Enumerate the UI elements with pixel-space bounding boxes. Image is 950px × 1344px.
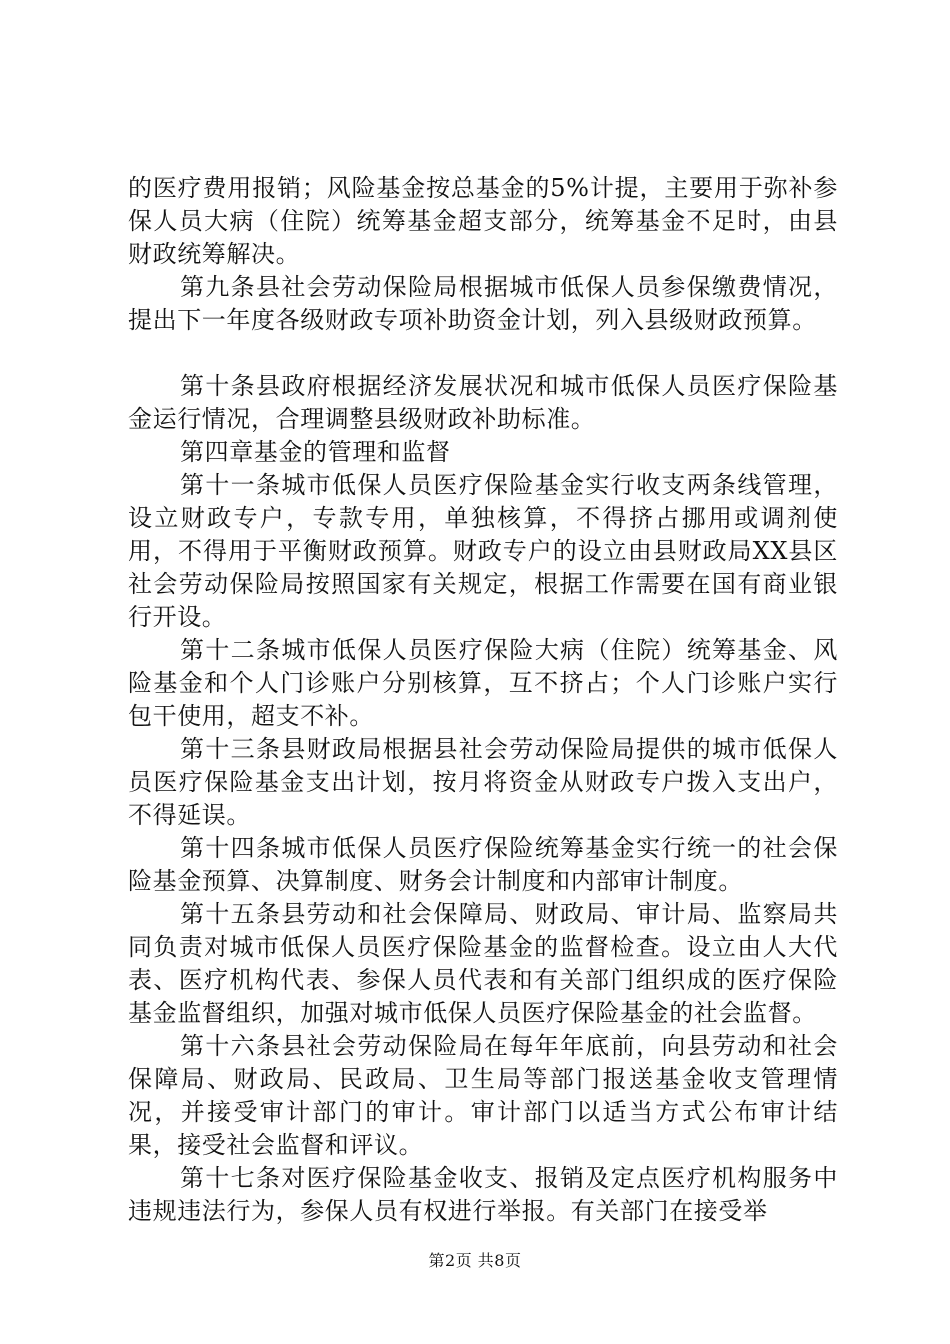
paragraph-article-15: 第十五条县劳动和社会保障局、财政局、审计局、监察局共同负责对城市低保人员医疗保险基金的监督检查。设立由人大代表、医疗机构代表、参保人员代表和有关部门组织成的医疗保险基金监督组织，加强对城市低保人员医疗保险基金的社会监督。 — [128, 900, 838, 1027]
paragraph-article-11: 第十一条城市低保人员医疗保险基金实行收支两条线管理，设立财政专户，专款专用，单独核算，不得挤占挪用或调剂使用，不得用于平衡财政预算。财政专户的设立由县财政局XX县区社会劳动保险局按照国家有关规定，根据工作需要在国有商业银行开设。 — [128, 471, 838, 631]
page-footer: 第2页 共8页 — [428, 1251, 522, 1270]
paragraph-article-16: 第十六条县社会劳动保险局在每年年底前，向县劳动和社会保障局、财政局、民政局、卫生局等部门报送基金收支管理情况，并接受审计部门的审计。审计部门以适当方式公布审计结果，接受社会监督和评议。 — [128, 1032, 838, 1159]
paragraph-gap — [128, 337, 838, 370]
chapter-heading: 第四章基金的管理和监督 — [180, 438, 451, 466]
paragraph-article-14: 第十四条城市低保人员医疗保险统筹基金实行统一的社会保险基金预算、决算制度、财务会计制度和内部审计制度。 — [128, 834, 838, 895]
paragraph-article-9: 第九条县社会劳动保险局根据城市低保人员参保缴费情况，提出下一年度各级财政专项补助资金计划，列入县级财政预算。 — [128, 273, 838, 334]
paragraph-article-17: 第十七条对医疗保险基金收支、报销及定点医疗机构服务中违规违法行为，参保人员有权进行举报。有关部门在接受举 — [128, 1164, 838, 1225]
body-text — [128, 172, 838, 1228]
paragraph-article-10: 第十条县政府根据经济发展状况和城市低保人员医疗保险基金运行情况，合理调整县级财政补助标准。 — [128, 372, 838, 433]
paragraph-article-13: 第十三条县财政局根据县社会劳动保险局提供的城市低保人员医疗保险基金支出计划，按月将资金从财政专户拨入支出户，不得延误。 — [128, 735, 838, 829]
paragraph-article-12: 第十二条城市低保人员医疗保险大病（住院）统筹基金、风险基金和个人门诊账户分别核算，互不挤占；个人门诊账户实行包干使用，超支不补。 — [128, 636, 838, 730]
paragraph-continuation: 的医疗费用报销；风险基金按总基金的5%计提，主要用于弥补参保人员大病（住院）统筹基金超支部分，统筹基金不足时，由县财政统筹解决。 — [128, 174, 838, 268]
